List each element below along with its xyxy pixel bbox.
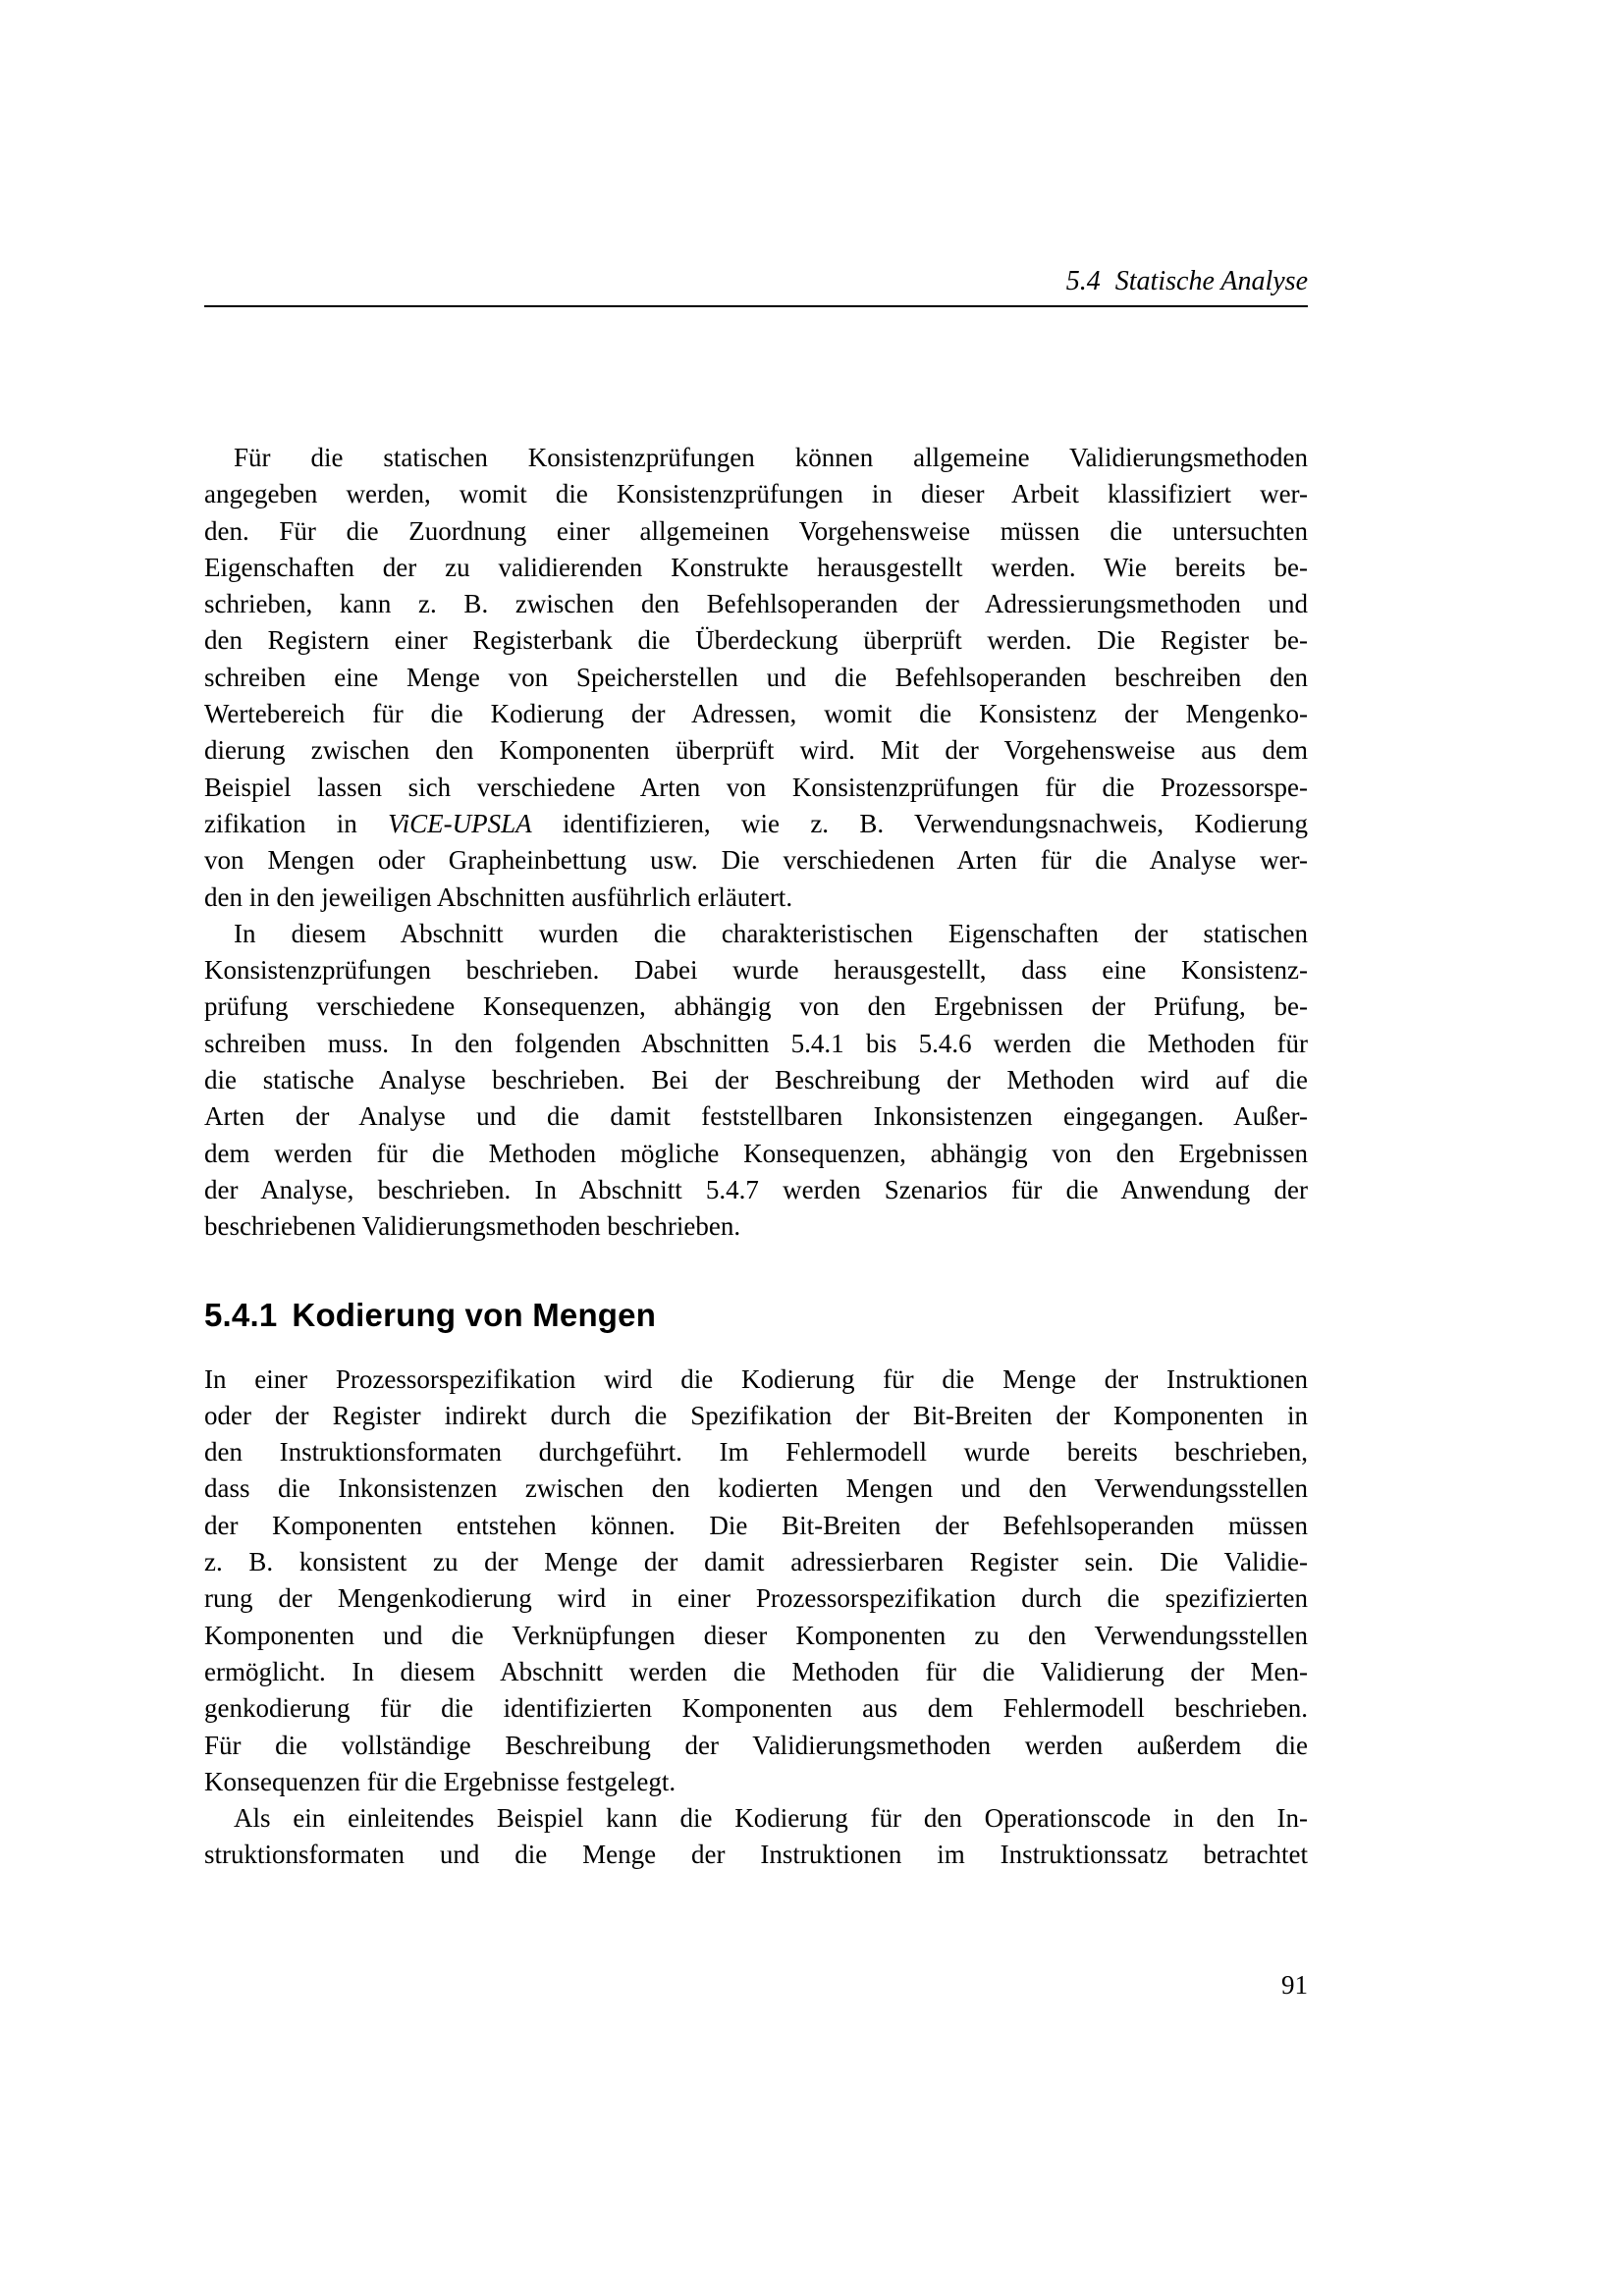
text-line (204, 1434, 1308, 1470)
text-line (204, 988, 1308, 1025)
text-line (204, 1618, 1308, 1654)
section-heading-title: Kodierung von Mengen (292, 1296, 657, 1333)
text-line (204, 880, 1308, 916)
text-line (204, 1690, 1308, 1727)
text-line (204, 732, 1308, 769)
text-line (204, 916, 1308, 952)
text-segment: den in den jeweiligen Abschnitten ausführlich erläutert. (204, 881, 793, 912)
text-segment: Für die vollständige Beschreibung der Validierungsmethoden werden außerdem die (204, 1730, 1308, 1760)
text-segment: Konsistenzprüfungen beschrieben. Dabei wurde herausgestellt, dass eine Konsistenz- (204, 955, 1308, 986)
text-line (204, 1136, 1308, 1172)
document-body (204, 440, 1308, 1874)
text-segment: zifikation in (204, 808, 389, 838)
text-segment: von Mengen oder Grapheinbettung usw. Die verschiedenen Arten für die Analyse wer- (204, 845, 1308, 876)
text-segment: den. Für die Zuordnung einer allgemeinen Vorgehensweise müssen die untersuchten (204, 515, 1308, 546)
text-segment: In diesem Abschnitt wurden die charakteristischen Eigenschaften der statischen (234, 918, 1308, 948)
text-segment: der Analyse, beschrieben. In Abschnitt 5.4.7 werden Szenarios für die Anwendung der (204, 1174, 1308, 1204)
section-heading-number: 5.4.1 (204, 1296, 278, 1333)
text-segment: Arten der Analyse und die damit feststellbaren Inkonsistenzen eingegangen. Außer- (204, 1101, 1308, 1132)
running-header-section-title: Statische Analyse (1114, 266, 1308, 296)
text-segment: den Instruktionsformaten durchgeführt. Im Fehlermodell wurde bereits beschrieben, (204, 1437, 1308, 1468)
text-line (204, 696, 1308, 732)
running-header (204, 266, 1308, 297)
text-line (204, 1062, 1308, 1098)
text-segment: Für die statischen Konsistenzprüfungen können allgemeine Validierungsmethoden (234, 443, 1308, 472)
text-segment: beschriebenen Validierungsmethoden beschrieben. (204, 1211, 741, 1242)
text-line (204, 806, 1308, 842)
text-line (204, 1026, 1308, 1062)
text-line (204, 1728, 1308, 1764)
text-segment: Beispiel lassen sich verschiedene Arten von Konsistenzprüfungen für die Prozessorspe- (204, 772, 1308, 802)
text-segment: In einer Prozessorspezifikation wird die Kodierung für die Menge der Instruktionen (204, 1363, 1308, 1394)
header-rule (204, 305, 1308, 307)
text-segment: dem werden für die Methoden mögliche Konsequenzen, abhängig von den Ergebnissen (204, 1138, 1308, 1168)
text-line (204, 1800, 1308, 1837)
text-segment: z. B. konsistent zu der Menge der damit adressierbaren Register sein. Die Validie- (204, 1547, 1308, 1577)
text-line (204, 1580, 1308, 1617)
text-line (204, 1208, 1308, 1245)
text-segment: oder der Register indirekt durch die Spezifikation der Bit-Breiten der Komponenten in (204, 1400, 1308, 1430)
text-segment: schreiben eine Menge von Speicherstellen und die Befehlsoperanden beschreiben den (204, 662, 1308, 692)
paragraph (204, 440, 1308, 916)
text-line (204, 1837, 1308, 1873)
text-line (204, 1362, 1308, 1398)
text-line (204, 1398, 1308, 1434)
text-segment: den Registern einer Registerbank die Überdeckung überprüft werden. Die Register be- (204, 625, 1308, 656)
text-segment: schreiben muss. In den folgenden Abschnitten 5.4.1 bis 5.4.6 werden die Methoden für (204, 1028, 1308, 1058)
text-line (204, 586, 1308, 622)
emphasized-text: ViCE-UPSLA (388, 808, 532, 838)
paragraph (204, 1362, 1308, 1801)
text-segment: prüfung verschiedene Konsequenzen, abhängig von den Ergebnissen der Prüfung, be- (204, 991, 1308, 1022)
section-heading (204, 1295, 1308, 1336)
text-segment: dierung zwischen den Komponenten überprüft wird. Mit der Vorgehensweise aus dem (204, 735, 1308, 766)
text-line (204, 513, 1308, 550)
text-segment: schrieben, kann z. B. zwischen den Befehlsoperanden der Adressierungsmethoden und (204, 589, 1308, 619)
text-line (204, 770, 1308, 806)
text-segment: genkodierung für die identifizierten Komponenten aus dem Fehlermodell beschrieben. (204, 1693, 1308, 1724)
text-segment: struktionsformaten und die Menge der Instruktionen im Instruktionssatz betrachtet (204, 1840, 1308, 1870)
page-number: 91 (1281, 1970, 1308, 2000)
text-line (204, 1654, 1308, 1690)
text-segment: Wertebereich für die Kodierung der Adressen, womit die Konsistenz der Mengenko- (204, 699, 1308, 729)
text-line (204, 660, 1308, 696)
text-segment: der Komponenten entstehen können. Die Bit-Breiten der Befehlsoperanden müssen (204, 1510, 1308, 1540)
text-segment: Eigenschaften der zu validierenden Konstrukte herausgestellt werden. Wie bereits be- (204, 552, 1308, 582)
text-segment: die statische Analyse beschrieben. Bei der Beschreibung der Methoden wird auf die (204, 1065, 1308, 1095)
text-line (204, 1544, 1308, 1580)
text-line (204, 1470, 1308, 1507)
text-segment: dass die Inkonsistenzen zwischen den kodierten Mengen und den Verwendungsstellen (204, 1473, 1308, 1504)
text-segment: angegeben werden, womit die Konsistenzprüfungen in dieser Arbeit klassifiziert wer- (204, 479, 1308, 509)
text-segment: Komponenten und die Verknüpfungen dieser Komponenten zu den Verwendungsstellen (204, 1620, 1308, 1650)
text-line (204, 1098, 1308, 1135)
running-header-section-number: 5.4 (1065, 266, 1101, 296)
text-line (204, 476, 1308, 512)
text-line (204, 1172, 1308, 1208)
paragraph (204, 916, 1308, 1246)
text-line (204, 622, 1308, 659)
text-line (204, 550, 1308, 586)
text-segment: identifizieren, wie z. B. Verwendungsnachweis, Kodierung (531, 808, 1308, 838)
text-segment: Als ein einleitendes Beispiel kann die Kodierung für den Operationscode in den In- (234, 1803, 1308, 1834)
text-segment: ermöglicht. In diesem Abschnitt werden die Methoden für die Validierung der Men- (204, 1656, 1308, 1686)
text-segment: rung der Mengenkodierung wird in einer Prozessorspezifikation durch die spezifizierten (204, 1583, 1308, 1614)
text-segment: Konsequenzen für die Ergebnisse festgelegt. (204, 1766, 677, 1796)
paragraph (204, 1800, 1308, 1874)
text-line (204, 952, 1308, 988)
text-line (204, 842, 1308, 879)
text-line (204, 1764, 1308, 1800)
text-line (204, 440, 1308, 476)
text-line (204, 1508, 1308, 1544)
